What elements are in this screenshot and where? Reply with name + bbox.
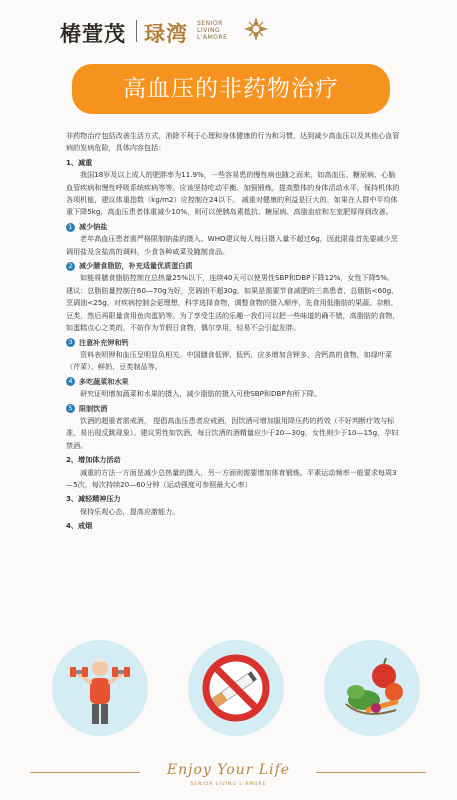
subsection-body: 资料表明钾和血压呈明显负相关。中国膳食低钾、低钙，应多增加含钾多、含钙高的食物，如绿叶菜（芹菜）、鲜奶、豆类制品等。 [66, 349, 393, 372]
number-badge: 4 [66, 377, 75, 386]
subsection-heading [66, 221, 401, 233]
number-badge: 2 [66, 262, 75, 271]
page-title: 高血压的非药物治疗 [123, 76, 339, 102]
section-heading-smoking: 4、戒烟 [66, 521, 93, 531]
subsection-heading [66, 403, 401, 415]
subsection-label: 多吃蔬菜和水果 [79, 376, 129, 386]
intro-paragraph: 非药物治疗包括改善生活方式，消除不利于心理和身体健康的行为和习惯，达到减少高血压以及其他心血管病的发病危险，具体内容包括： [66, 131, 400, 153]
header [0, 0, 457, 52]
healthy-food-illustration [324, 640, 420, 736]
brand-en-line: L'AMORE [197, 34, 228, 41]
subsection-label: 注意补充钾和钙 [79, 337, 129, 347]
section-body-activity: 减重的方法一方面是减少总热量的摄入，另一方面则需要增加体育锻炼。平素运动频率一般要求每周3—5次，每次持续20—60分钟（运动强度可参照最大心率） [66, 467, 397, 489]
footer-slogan: Enjoy Your Life [166, 762, 291, 778]
exercise-illustration [52, 640, 148, 736]
section-body-weight: 我国18岁及以上成人的肥胖率为11.9%，一些容易患的慢性病也随之而来，如高血压、糖尿病、心脑血管疾病和慢性呼吸系统疾病等等。应该坚持吃动平衡、加强锻炼，提高整体的身体活动水平，保持机体的各项机能，建议体重指数（kg/m2）应控制在24以下。 减重对健康的利益是巨大的，如果在人群中平均体重下降5kg，高血压患者体重减少10%，则可以使胰岛素抵抗、糖尿病、高脂血症和左室肥厚得到改善。 [66, 170, 400, 217]
dumbbell-person-icon [52, 640, 148, 736]
subsection-label: 减少膳食脂肪，补充适量优质蛋白质 [79, 261, 193, 271]
section-heading-weight: 1、减重 [66, 157, 93, 167]
section-heading-activity: 2、增加体力活动 [66, 455, 121, 465]
brand-english [197, 20, 239, 41]
vegetables-fruit-icon [324, 640, 420, 736]
subsection-body: 研究证明增加蔬菜和水果的摄入，减少脂肪的摄入可使SBP和DBP有所下降。 [80, 389, 322, 399]
number-badge: 1 [66, 223, 75, 232]
number-badge: 5 [66, 404, 75, 413]
brand-en-line: LIVING [197, 27, 221, 34]
brand-en-line: SENIOR [197, 20, 223, 27]
section-body-stress: 保持乐观心态，提高应激能力。 [80, 506, 180, 516]
footer-subtitle: SENIOR LIVING L'AMORE [190, 782, 267, 787]
subsection-heading [66, 337, 401, 349]
brand-subname: 琭湾 [144, 21, 188, 46]
number-badge: 3 [66, 338, 75, 347]
subsection-heading [66, 376, 401, 388]
no-smoking-illustration [188, 640, 284, 736]
brand-logo-icon [244, 17, 268, 41]
subsection-label: 减少钠盐 [79, 221, 108, 231]
subsection-body: 老年高血压患者需严格限制钠盐的摄入。WHO建议每人每日摄入量不超过6g，因此限盐首先要减少烹调用盐及含盐高的调料，少食各种咸菜及腌制食品。 [66, 234, 398, 256]
brand-divider [136, 20, 137, 42]
title-banner [72, 64, 390, 114]
article-body [66, 130, 401, 533]
brand-name: 椿萱茂 [60, 21, 126, 46]
subsection-heading [66, 260, 401, 272]
illustration-row [46, 636, 426, 746]
section-heading-stress: 3、减轻精神压力 [66, 494, 121, 504]
subsection-body: 饮酒的超重者需戒酒， 提倡高血压患者应戒酒，因饮酒可增加服用降压药的药效（不好判断疗效与标准，易出现反跳现象）。建议男性如饮酒，每日饮酒的酒精量应少于20—30g，女性则少于10—15g，孕妇禁酒。 [66, 415, 399, 450]
no-smoking-icon [188, 640, 284, 736]
subsection-label: 限制饮酒 [79, 403, 108, 413]
subsection-body: 如能将膳食脂肪控制在总热量25%以下，连续40天可以使男性SBP和DBP下降12%，女性下降5%。建议：总脂肪量控制在60—70g为好，烹调油不超30g，如果是需要节食减肥的三高患者，总脂肪<60g，烹调油<25g，对疾病控制会更理想，科学选择食物，调整食物的摄入顺序，先食用低脂肪的果蔬、杂粮、豆类，然后再限量食用鱼肉蛋奶等。为了享受生活的乐趣一我们可以把一些味道的确不错，高脂肪的食物，如蛋糕点心之类的，不妨作为节假日食物，偶尔享用，轻易不会引起发胖。 [66, 273, 400, 333]
